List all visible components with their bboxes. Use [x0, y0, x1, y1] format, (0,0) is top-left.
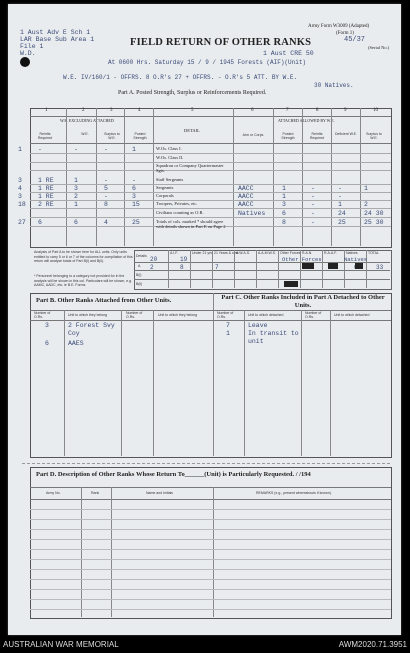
row-cell-c7: 1: [282, 193, 286, 200]
pd-rule: [30, 519, 391, 520]
typed-distribution: [20, 29, 94, 57]
row-cell-c3: -: [104, 193, 108, 200]
pd-rule: [30, 609, 391, 610]
row-cell-c3: -: [104, 146, 108, 153]
typed-line: W.D.: [20, 50, 36, 57]
pd-col-army-no: Army No.: [46, 491, 61, 495]
row-cell-detail: W.Os. Class II.: [156, 155, 184, 160]
serial-label: (Serial No.): [368, 45, 390, 50]
row-cell-c4: 15: [132, 201, 140, 208]
row-cell-c2: 6: [74, 219, 78, 226]
part-d-title: Part D. Description of Other Ranks Whose Return To______(Unit) is Particularly Requested. / /194: [36, 471, 311, 478]
hdr-arm: Arm or Corps: [242, 133, 264, 137]
analysis-col-header: R.A.A.F.: [324, 251, 337, 255]
col-num: 5: [191, 108, 194, 113]
hdr-r-deficient: Deficient W.E.: [335, 132, 357, 136]
typed-line: File 1: [20, 43, 44, 50]
hdr-r-posted: Posted Strength: [281, 132, 295, 140]
row-cell-c10: 25 30: [364, 219, 384, 226]
pc-entry-unit: Leave: [248, 322, 268, 329]
part-d-box: [30, 467, 392, 619]
pb-col-unit-2: Unit to which they belong: [158, 313, 198, 317]
row-cell-c2: 2: [74, 193, 78, 200]
pb-entry-unit: AAES: [68, 340, 84, 347]
typed-natives: Natives: [344, 256, 368, 263]
analysis-note: Analysis of Part A to be shown here for ALL units. Only units entitled to carry 5 or 6 or 7 of the columns for compilation of this return will analyse totals of Part B(i) and B(ii).: [34, 250, 133, 263]
redaction-mark: [284, 281, 298, 287]
analysis-col-divider: [190, 250, 191, 288]
pc-entry-n: 1: [226, 330, 230, 337]
row-cell-detail: W.Os. Class I.: [156, 146, 182, 151]
row-cell-c3: 5: [104, 185, 108, 192]
col-num: 1: [45, 108, 48, 113]
row-cell-c8: -: [311, 210, 315, 217]
row-cell-c10: 24 30: [364, 210, 384, 217]
row-cell-c1: 1 RE: [38, 177, 54, 184]
analysis-row-a: A: [138, 264, 141, 268]
row-cell-detail: Totals of cols. marked * should agree with details shown in Part E on Page 2: [156, 219, 226, 229]
pc-col-num-2: Number of O.Rs.: [305, 311, 322, 319]
form-title: FIELD RETURN OF OTHER RANKS: [130, 37, 312, 48]
typed-a2: 8: [180, 264, 184, 271]
pc-entry-n: 7: [226, 322, 230, 329]
pb-entry-unit: 2 Forest Svy: [68, 322, 115, 329]
footer-bar: [0, 638, 410, 653]
footer-source: AUSTRALIAN WAR MEMORIAL: [3, 640, 119, 649]
serial-number: 45/37: [344, 36, 366, 44]
row-cell-detail: Corporals: [156, 193, 174, 198]
pc-entry-unit: In transit to: [248, 330, 299, 337]
analysis-col-divider: [168, 250, 169, 288]
row-cell-c3: 4: [104, 219, 108, 226]
pc-col-unit: Unit to which detached: [248, 313, 284, 317]
analysis-col-header: TOTAL: [368, 251, 379, 255]
typed-line: LAR Base Sub Area 1: [20, 36, 95, 43]
row-cell-detail: Civilians counting as O.R.: [156, 210, 204, 215]
row-cell-c9: 24: [338, 210, 346, 217]
row-cell-c4: 6: [132, 185, 136, 192]
pd-rule: [30, 589, 391, 590]
pd-col-remarks: REMARKS (e.g., present whereabouts if known).: [256, 491, 332, 495]
col-num: 6: [251, 108, 254, 113]
row-cell-c8: -: [311, 219, 315, 226]
right-group-header: ATTACHED ALLOWED BY W.E.: [278, 118, 335, 123]
analysis-col-divider: [234, 250, 235, 288]
row-cell-c1: 6: [38, 219, 42, 226]
typed-aif2: 20: [150, 256, 158, 263]
row-cell-no: 3: [18, 193, 22, 200]
pd-rule: [30, 549, 391, 550]
analysis-col-header: Other Forces: [280, 251, 301, 255]
typed-aif: 19: [180, 256, 188, 263]
row-cell-arm: Natives: [238, 210, 266, 217]
row-cell-no: 27: [18, 219, 26, 226]
redaction-mark: [355, 263, 363, 269]
natives-note: 30 Natives.: [314, 82, 354, 89]
col-num: 10: [373, 108, 378, 113]
row-cell-detail: Staff Sergeants: [156, 177, 184, 182]
unit-typed: 1 Aust CRE 50: [263, 50, 314, 57]
row-cell-detail: Squadron or Company Quartermaster Sgts.: [156, 163, 224, 173]
row-cell-c9: -: [338, 193, 342, 200]
row-cell-no: 18: [18, 201, 26, 208]
analysis-col-header: A.A.M.W.S.: [258, 251, 276, 255]
hdr-posted: Posted Strength: [133, 132, 147, 140]
row-cell-c4: 25: [132, 219, 140, 226]
pc-col-num: Number of O.Rs.: [217, 311, 234, 319]
row-cell-c10: 1: [364, 185, 368, 192]
row-cell-c8: -: [311, 193, 315, 200]
pb-entry-n: 3: [45, 322, 49, 329]
row-cell-c7: 1: [282, 185, 286, 192]
analysis-col-divider: [256, 250, 257, 288]
col-num: 3: [110, 108, 113, 113]
analysis-details-label: Details: [136, 254, 147, 258]
row-cell-c8: -: [311, 185, 315, 192]
tear-line: [22, 463, 390, 464]
row-cell-no: 3: [18, 177, 22, 184]
pb-entry-n: 6: [45, 340, 49, 347]
footer-catalogue: AWM2020.71.3951: [338, 640, 407, 649]
col-num: 7: [286, 108, 289, 113]
col-num: 8: [316, 108, 319, 113]
part-c-title: Part C. Other Ranks Included in Part A Detached to Other Units.: [221, 294, 385, 309]
pd-rule: [30, 599, 391, 600]
pd-rule: [30, 539, 391, 540]
analysis-row-bi: B(i): [136, 273, 142, 277]
analysis-col-header: A.I.F.: [170, 251, 178, 255]
row-cell-c1: 1 RE: [38, 185, 54, 192]
hdr-surplus: Surplus to W.E.: [104, 132, 120, 140]
col-num: 9: [344, 108, 347, 113]
form-page: [8, 4, 401, 635]
form-number: Army Form W3009 (Adapted): [308, 24, 370, 29]
row-cell-no: 4: [18, 185, 22, 192]
analysis-col-header: A.W.A.S.: [236, 251, 251, 255]
row-cell-c2: 3: [74, 185, 78, 192]
pb-col-num: Number of O.Rs.: [34, 311, 51, 319]
pb-entry-unit: Coy: [68, 330, 80, 337]
analysis-col-divider: [212, 250, 213, 288]
col-num: 2: [82, 108, 85, 113]
row-cell-c3: 8: [104, 201, 108, 208]
pd-rule: [30, 509, 391, 510]
row-cell-c7: 8: [282, 219, 286, 226]
redaction-mark: [302, 263, 314, 269]
pd-rule: [30, 529, 391, 530]
pd-col-name: Name and Initials: [146, 491, 174, 495]
part-a-title: Part A. Posted Strength, Surplus or Reinforcements Required.: [118, 90, 267, 96]
we-line: W.E. IV/160/1 - OFFRS. 8 O.R's 27 + OFFRS. - O.R's 5 ATT. BY W.E.: [63, 74, 298, 81]
typed-total: 33: [376, 264, 384, 271]
pb-col-unit: Unit to which they belong: [68, 313, 108, 317]
row-cell-c1: 1 RE: [38, 193, 54, 200]
pc-entry-unit: unit: [248, 338, 264, 345]
row-cell-arm: AACC: [238, 201, 254, 208]
col-num: 4: [138, 108, 141, 113]
redaction-mark: [328, 263, 338, 269]
row-cell-c7: 3: [282, 201, 286, 208]
hdr-we: W.E.: [81, 132, 89, 136]
hdr-r-surplus: Surplus to W.E.: [366, 132, 382, 140]
row-cell-arm: AACC: [238, 185, 254, 192]
hdr-reinfts: Reinfts Required: [37, 132, 53, 140]
row-cell-c7: 6: [282, 210, 286, 217]
pd-rule: [30, 559, 391, 560]
detail-header: DETAIL: [184, 128, 200, 133]
form-sub: (Form 1): [336, 31, 354, 36]
row-cell-c4: 3: [132, 193, 136, 200]
analysis-col-header: Natives: [346, 251, 358, 255]
left-group-header: W.E. EXCLUDING ATTACHED: [60, 118, 114, 123]
row-cell-c1: 2 RE: [38, 201, 54, 208]
analysis-col-divider: [278, 250, 279, 288]
row-cell-detail: Troopers, Privates, etc.: [156, 201, 198, 206]
row-cell-c2: -: [74, 146, 78, 153]
row-cell-c9: -: [338, 185, 342, 192]
typed-other-forces: Other Forces: [282, 256, 322, 263]
row-cell-c4: -: [132, 177, 136, 184]
date-line: At 0600 Hrs. Saturday 15 / 9 / 1945 Forests (AIF)(Unit): [108, 59, 307, 66]
row-cell-c1: -: [38, 146, 42, 153]
row-cell-c2: 1: [74, 177, 78, 184]
pb-col-num-2: Number of O.Rs.: [126, 311, 143, 319]
row-cell-c2: 1: [74, 201, 78, 208]
row-cell-detail: Sergeants: [156, 185, 174, 190]
analysis-col-divider: [322, 250, 323, 288]
row-cell-c8: -: [311, 201, 315, 208]
analysis-col-header: Under 21 yrs: [192, 251, 213, 255]
part-bc-box: [30, 293, 392, 458]
row-cell-c3: -: [104, 177, 108, 184]
punch-hole: [20, 57, 30, 67]
pc-col-unit-2: Unit to which detached: [334, 313, 370, 317]
row-cell-c9: 1: [338, 201, 342, 208]
analysis-section: [30, 250, 390, 288]
row-cell-arm: AACC: [238, 193, 254, 200]
typed-a1: 2: [150, 264, 154, 271]
part-b-title: Part B. Other Ranks Attached from Other Units.: [36, 297, 172, 304]
analysis-col-header: 21 Years & over: [214, 251, 239, 255]
typed-line: 1 Aust Adv E Sch 1: [20, 29, 91, 36]
analysis-row-bii: B(ii): [136, 282, 143, 286]
analysis-note2: * Personnel belonging to a category not provided for in the analysis will be shown in this col. Particulars will be shown, e.g. AAMC, AADC, etc. ie B.E. Forms: [34, 274, 133, 287]
pd-col-rank: Rank: [91, 491, 100, 495]
row-cell-c4: 1: [132, 146, 136, 153]
row-cell-no: 1: [18, 146, 22, 153]
pd-rule: [30, 569, 391, 570]
row-cell-c9: 25: [338, 219, 346, 226]
hdr-r-reinfts: Reinfts Required: [309, 132, 325, 140]
row-cell-c10: 2: [364, 201, 368, 208]
pd-rule: [30, 579, 391, 580]
analysis-col-header: R.A.N.: [302, 251, 313, 255]
typed-a3: 7: [215, 264, 219, 271]
